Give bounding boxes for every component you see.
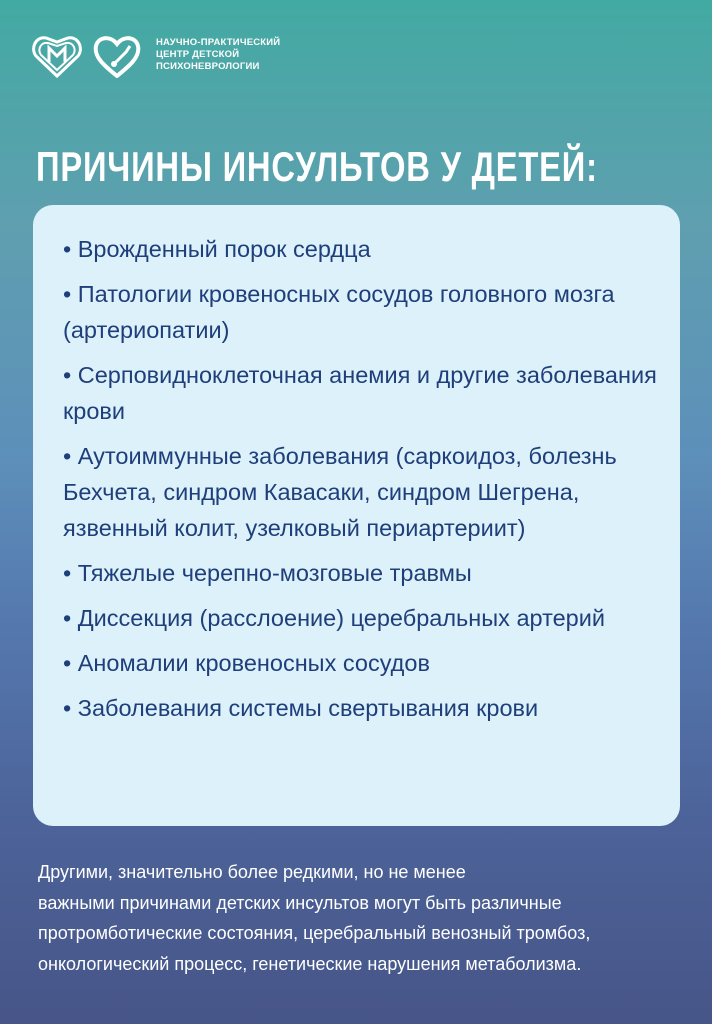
- heart-logo-icon: [92, 32, 142, 78]
- causes-list: [63, 231, 673, 735]
- footer-line: онкологический процесс, генетические нарушения метаболизма.: [38, 953, 582, 974]
- list-item: • Диссекция (расслоение) церебральных артерий: [63, 605, 605, 631]
- footer-note: [38, 857, 688, 979]
- org-name-line: НАУЧНО-ПРАКТИЧЕСКИЙ: [156, 37, 281, 48]
- org-name-line: ЦЕНТР ДЕТСКОЙ: [156, 49, 240, 60]
- org-name-line: ПСИХОНЕВРОЛОГИИ: [156, 61, 260, 72]
- org-name: [156, 37, 280, 73]
- footer-line: протромботические состояния, церебральный венозный тромбоз,: [38, 923, 591, 943]
- page-title: ПРИЧИНЫ ИНСУЛЬТОВ У ДЕТЕЙ:: [36, 143, 598, 190]
- list-item: • Аномалии кровеносных сосудов: [63, 650, 430, 676]
- list-item: • Патологии кровеносных сосудов головного мозга (артериопатии): [63, 281, 615, 343]
- list-item: • Заболевания системы свертывания крови: [63, 695, 539, 721]
- list-item: • Серповидноклеточная анемия и другие заболевания крови: [63, 362, 657, 424]
- list-item: • Тяжелые черепно-мозговые травмы: [63, 560, 472, 586]
- footer-line: важными причинами детских инсультов могут быть различные: [38, 892, 562, 913]
- list-item: • Аутоиммунные заболевания (саркоидоз, болезнь Бехчета, синдром Кавасаки, синдром Шегрена, язвенный колит, узелковый периартериит): [63, 443, 617, 541]
- list-item: • Врожденный порок сердца: [63, 236, 371, 262]
- footer-line: Другими, значительно более редкими, но не менее: [38, 862, 466, 882]
- causes-card: [33, 205, 680, 826]
- shield-m-logo-icon: [32, 32, 82, 78]
- logo: [32, 32, 280, 78]
